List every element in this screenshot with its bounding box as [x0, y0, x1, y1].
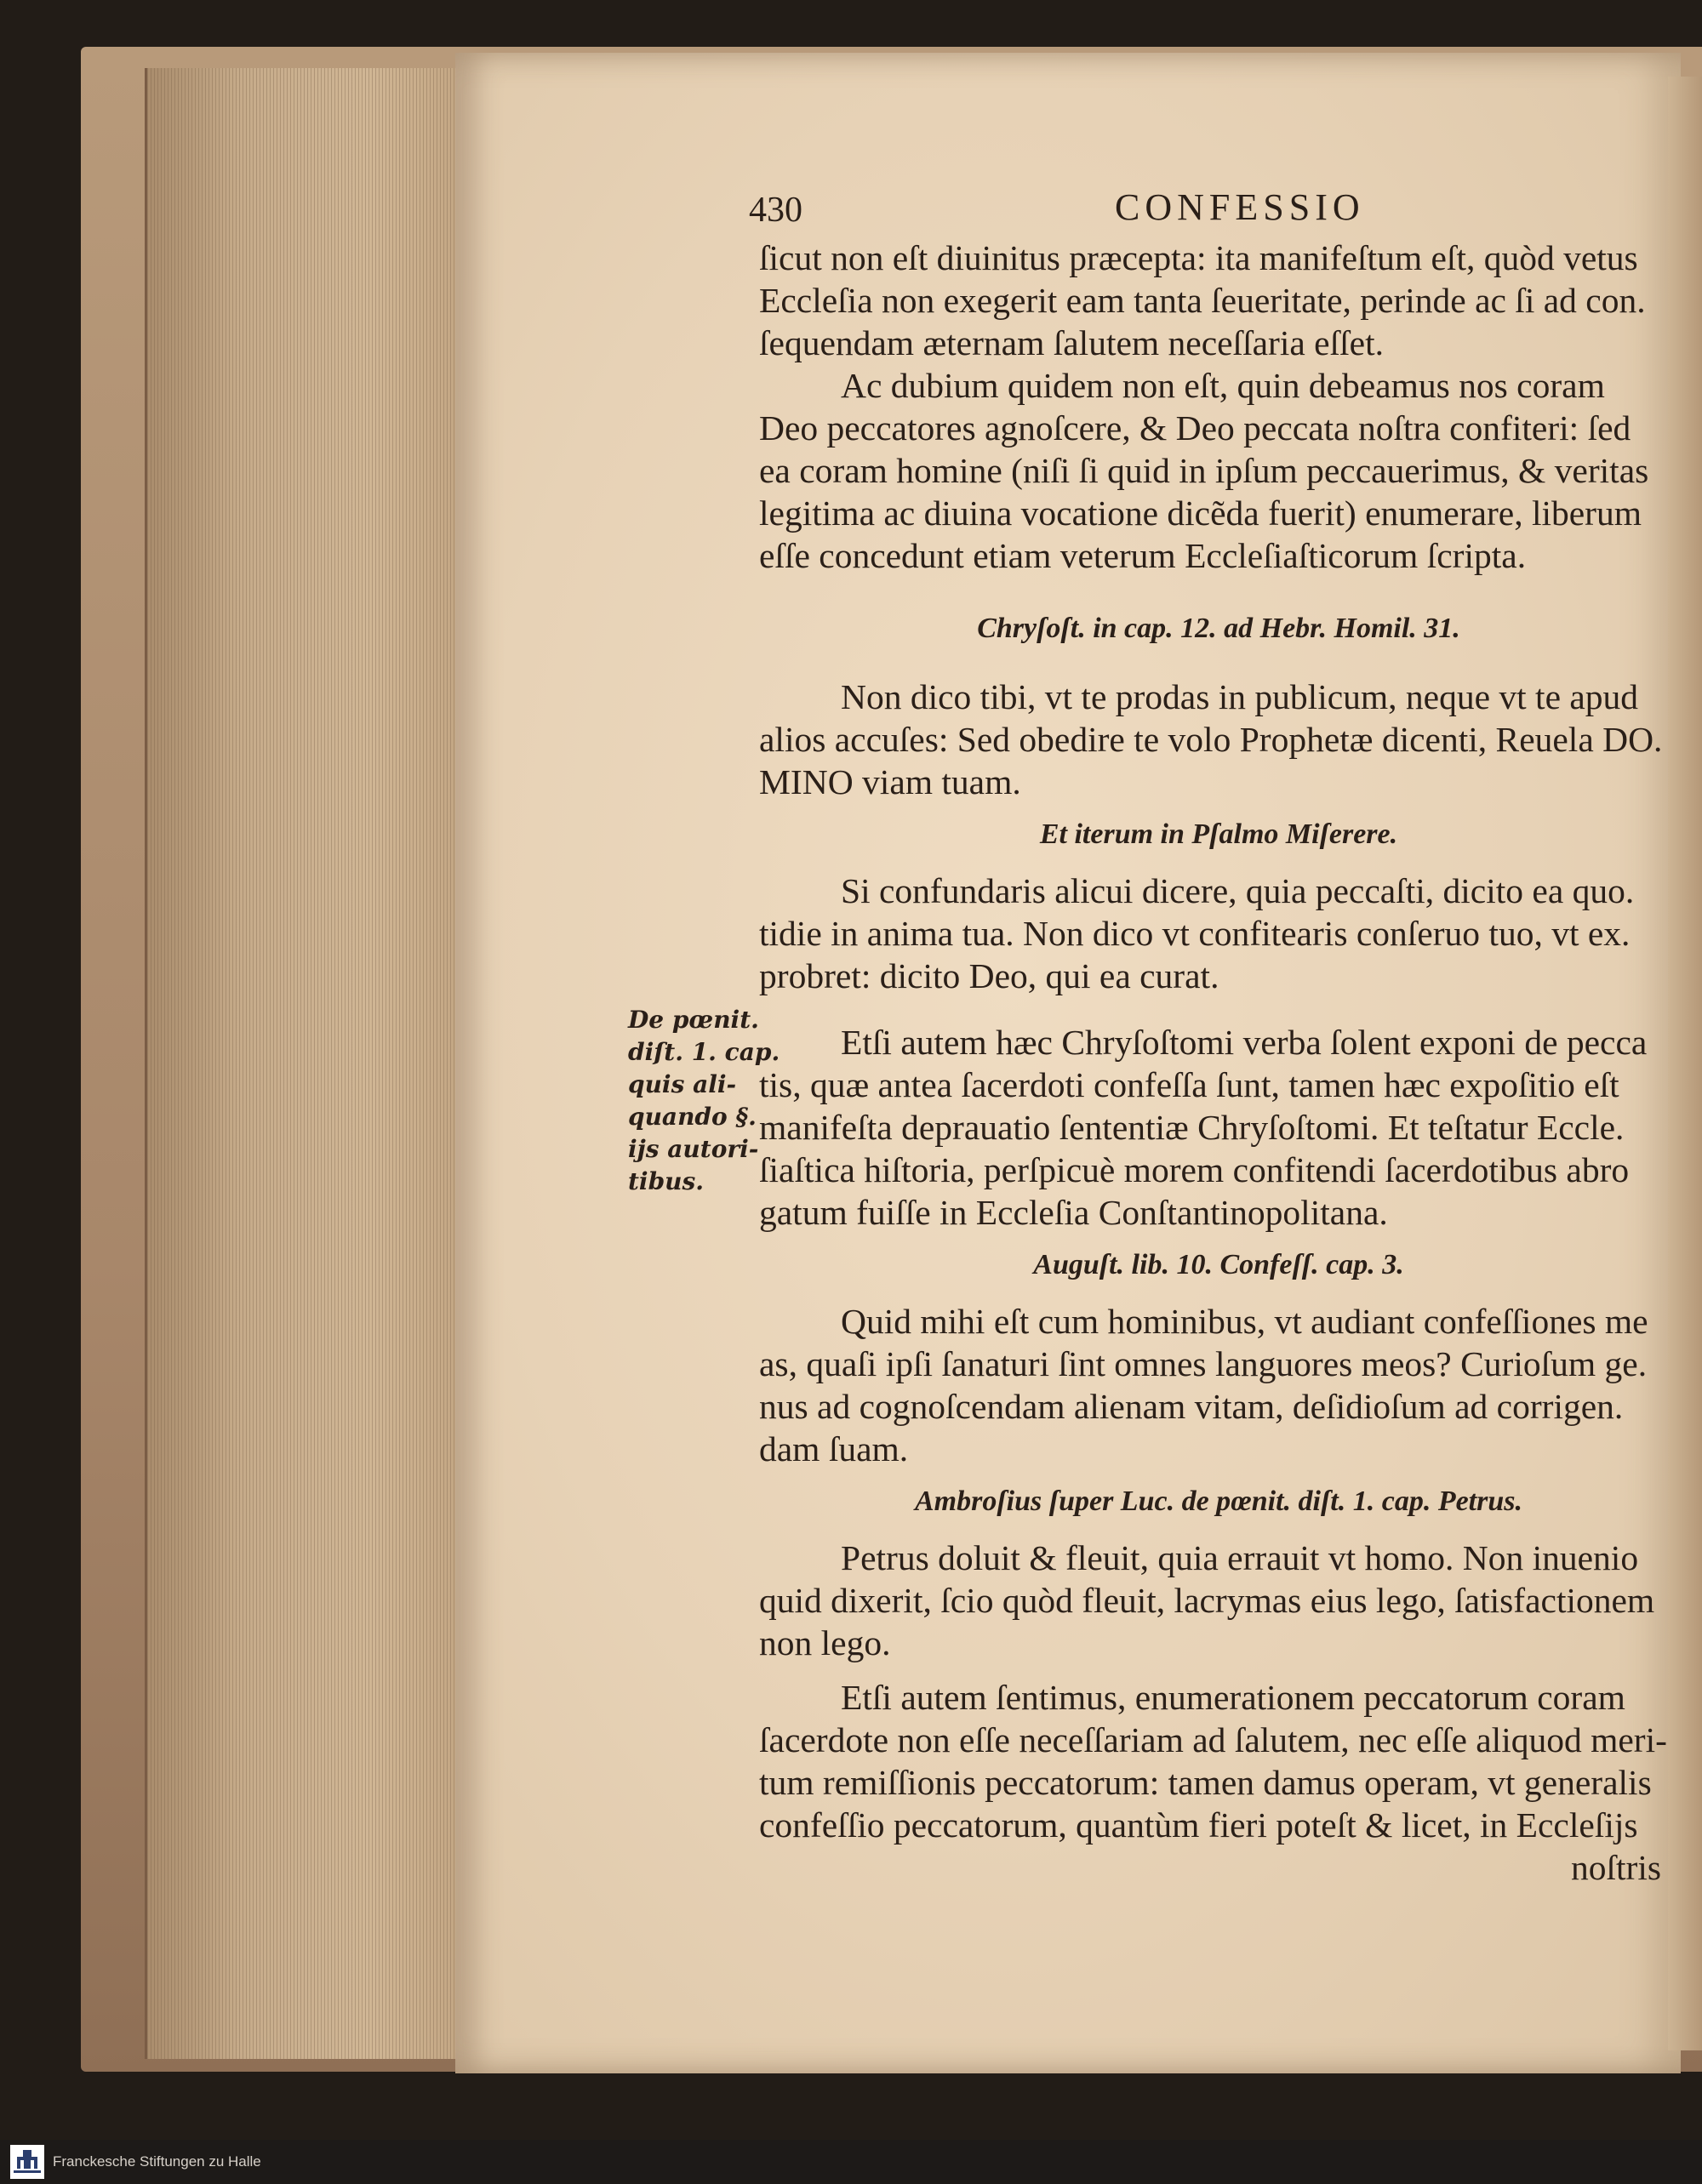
text-line: tidie in anima tua. Non dico vt confitearis conſeruo tuo, vt ex.	[759, 914, 1631, 953]
text-line: ſequendam æternam ſalutem neceſſaria eſſet.	[759, 323, 1384, 362]
text-line: tum remiſſionis peccatorum: tamen damus operam, vt generalis	[759, 1763, 1652, 1802]
paragraph	[759, 1676, 1678, 1846]
paragraph	[759, 1537, 1678, 1664]
text-line: ſiaſtica hiſtoria, perſpicuè morem confitendi ſacerdotibus abro	[759, 1150, 1630, 1189]
citation-heading: Auguſt. lib. 10. Confeſſ. cap. 3.	[1033, 1249, 1404, 1280]
body-text	[759, 237, 1678, 1889]
text-line: manifeſta deprauatio ſententiæ Chryſoſtomi. Et teſtatur Eccle.	[759, 1108, 1625, 1147]
citation-heading: Ambroſius ſuper Luc. de pœnit. diſt. 1. cap. Petrus.	[914, 1485, 1523, 1517]
institution-logo-icon	[10, 2145, 44, 2179]
spacer	[759, 997, 1678, 1021]
margin-note-line: De pœnit.	[628, 1006, 759, 1034]
paragraph	[759, 237, 1678, 364]
text-line: Eccleſia non exegerit eam tanta ſeueritate, perinde ac ſi ad con.	[759, 281, 1646, 320]
margin-note-line: diſt. 1. cap.	[628, 1038, 780, 1066]
footer-label: Franckesche Stiftungen zu Halle	[53, 2153, 261, 2170]
text-line: Deo peccatores agnoſcere, & Deo peccata noſtra confiteri: ſed	[759, 408, 1631, 448]
text-line: probret: dicito Deo, qui ea curat.	[759, 956, 1219, 995]
text-line: tis, quæ antea ſacerdoti confeſſa ſunt, tamen hæc expoſitio eſt	[759, 1065, 1619, 1104]
citation-heading: Et iterum in Pſalmo Miſerere.	[1039, 818, 1398, 850]
margin-note-line: quando §.	[628, 1103, 757, 1131]
text-line: as, quaſi ipſi ſanaturi ſint omnes languores meos? Curioſum ge.	[759, 1344, 1648, 1383]
text-line: quid dixerit, ſcio quòd fleuit, lacrymas eius lego, ſatisfactionem	[759, 1581, 1655, 1620]
citation-heading: Chryſoſt. in cap. 12. ad Hebr. Homil. 31.	[977, 613, 1460, 644]
catchword: noſtris	[1570, 1848, 1661, 1887]
text-line: Etſi autem hæc Chryſoſtomi verba ſolent exponi de pecca	[841, 1023, 1648, 1062]
text-line: dam ſuam.	[759, 1429, 909, 1468]
text-line: alios accuſes: Sed obedire te volo Prophetæ dicenti, Reuela DO.	[759, 720, 1663, 759]
text-line: Petrus doluit & fleuit, quia errauit vt homo. Non inuenio	[841, 1538, 1639, 1577]
text-line: ſicut non eſt diuinitus præcepta: ita manifeſtum eſt, quòd vetus	[759, 238, 1638, 277]
spacer	[759, 1664, 1678, 1676]
page-edges	[145, 68, 462, 2059]
margin-note-line: quis ali-	[628, 1070, 737, 1098]
text-line: non lego.	[759, 1623, 891, 1662]
text-line: Quid mihi eſt cum hominibus, vt audiant confeſſiones me	[841, 1302, 1648, 1341]
margin-note	[628, 1004, 780, 1198]
text-line: Si confundaris alicui dicere, quia peccaſti, dicito ea quo.	[841, 871, 1635, 910]
paragraph	[759, 1300, 1678, 1470]
text-line: Etſi autem ſentimus, enumerationem peccatorum coram	[841, 1678, 1625, 1717]
text-line: confeſſio peccatorum, quantùm fieri poteſt & licet, in Eccleſijs	[759, 1805, 1638, 1845]
text-line: eſſe concedunt etiam veterum Eccleſiaſticorum ſcripta.	[759, 536, 1527, 575]
text-line: legitima ac diuina vocatione dicẽda fuerit) enumerare, liberum	[759, 493, 1642, 533]
paragraph	[759, 1021, 1678, 1234]
paragraph	[759, 676, 1678, 803]
page-number: 430	[749, 191, 802, 230]
text-line: ſacerdote non eſſe neceſſariam ad ſalutem, nec eſſe aliquod meri-	[759, 1720, 1667, 1759]
text-line: Non dico tibi, vt te prodas in publicum, neque vt te apud	[841, 677, 1639, 716]
text-line: Ac dubium quidem non eſt, quin debeamus nos coram	[841, 366, 1605, 405]
footer-bar	[0, 2140, 1702, 2184]
text-line: nus ad cognoſcendam alienam vitam, deſidioſum ad corrigen.	[759, 1387, 1624, 1426]
margin-note-line: ijs autori-	[628, 1135, 759, 1163]
text-line: MINO viam tuam.	[759, 762, 1021, 801]
paragraph	[759, 870, 1678, 997]
text-line: gatum fuiſſe in Eccleſia Conſtantinopolitana.	[759, 1193, 1388, 1232]
text-line: ea coram homine (niſi ſi quid in ipſum peccauerimus, & veritas	[759, 451, 1649, 490]
margin-note-line: tibus.	[628, 1167, 705, 1195]
paragraph	[759, 364, 1678, 577]
page-header	[0, 181, 1702, 232]
running-head: CONFESSIO	[1115, 186, 1365, 228]
